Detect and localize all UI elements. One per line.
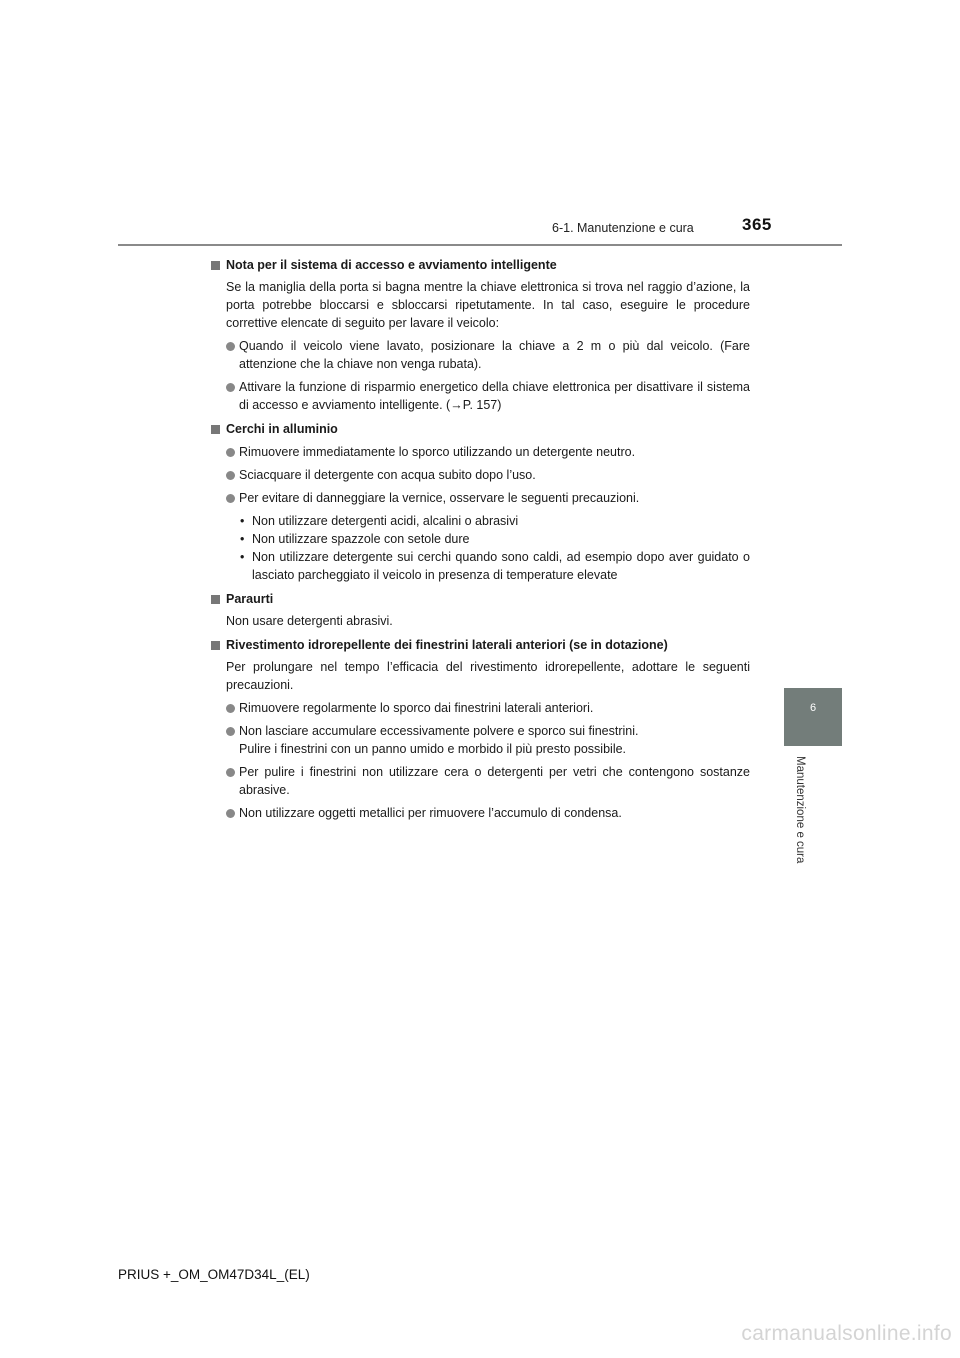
sub-bullet-icon: • <box>240 514 245 528</box>
round-bullet-icon <box>226 704 235 713</box>
list-item-text: Quando il veicolo viene lavato, posizionare la chiave a 2 m o più dal veicolo. (Fare attenzione che la chiave non venga rubata). <box>239 339 750 371</box>
sub-list-item <box>210 530 750 548</box>
list-item-text: Non lasciare accumulare eccessivamente polvere e sporco sui finestrini. <box>239 724 639 738</box>
watermark: carmanualsonline.info <box>741 1322 952 1345</box>
list-item <box>210 804 750 822</box>
section-heading-text: Nota per il sistema di accesso e avviamento intelligente <box>226 258 557 272</box>
sub-list-item-text: Non utilizzare detergente sui cerchi quando sono caldi, ad esempio dopo aver guidato o lasciato parcheggiato il veicolo in presenza di temperature elevate <box>252 550 750 582</box>
list-item-text: Per evitare di danneggiare la vernice, osservare le seguenti precauzioni. <box>239 491 640 505</box>
round-bullet-icon <box>226 342 235 351</box>
round-bullet-icon <box>226 494 235 503</box>
header-section-title: 6-1. Manutenzione e cura <box>552 221 694 235</box>
sub-list-item-text: Non utilizzare spazzole con setole dure <box>252 532 470 546</box>
round-bullet-icon <box>226 448 235 457</box>
square-bullet-icon <box>211 425 220 434</box>
section-paragraph: Per prolungare nel tempo l’efficacia del rivestimento idrorepellente, adottare le seguenti precauzioni. <box>226 660 750 692</box>
chapter-number: 6 <box>809 702 817 714</box>
list-item-text: Rimuovere immediatamente lo sporco utilizzando un detergente neutro. <box>239 445 636 459</box>
list-item-text: Non utilizzare oggetti metallici per rimuovere l’accumulo di condensa. <box>239 806 622 820</box>
section-heading-text: Rivestimento idrorepellente dei finestrini laterali anteriori (se in dotazione) <box>226 638 668 652</box>
section-heading-text: Paraurti <box>226 592 274 606</box>
list-item-text: Rimuovere regolarmente lo sporco dai finestrini laterali anteriori. <box>239 701 594 715</box>
sub-list-item <box>210 512 750 530</box>
chapter-title-vertical: Manutenzione e cura <box>794 756 806 864</box>
list-item <box>210 489 750 507</box>
chapter-tab <box>784 688 842 746</box>
list-item <box>210 722 750 758</box>
section-paragraph: Non usare detergenti abrasivi. <box>226 614 393 628</box>
list-item <box>210 466 750 484</box>
section-paragraph: Se la maniglia della porta si bagna mentre la chiave elettronica si trova nel raggio d’azione, la porta potrebbe bloccarsi e sbloccarsi ripetutamente. In tal caso, eseguire le procedure correttive elencate di seguito per lavare il veicolo: <box>226 280 750 330</box>
header-divider <box>118 244 842 246</box>
list-item-continuation-text: Pulire i finestrini con un panno umido e morbido il più presto possibile. <box>239 742 627 756</box>
list-item <box>210 337 750 373</box>
list-item-text: Sciacquare il detergente con acqua subito dopo l’uso. <box>239 468 536 482</box>
round-bullet-icon <box>226 727 235 736</box>
sub-bullet-icon: • <box>240 532 245 546</box>
list-item-text: Per pulire i finestrini non utilizzare cera o detergenti per vetri che contengono sostanze abrasive. <box>239 765 750 797</box>
sub-list-item <box>210 548 750 584</box>
sub-list-item-text: Non utilizzare detergenti acidi, alcalini o abrasivi <box>252 514 519 528</box>
page-content <box>210 252 750 822</box>
square-bullet-icon <box>211 261 220 270</box>
page-number: 365 <box>742 215 772 234</box>
section-heading <box>210 590 750 608</box>
sub-bullet-icon: • <box>240 550 245 564</box>
square-bullet-icon <box>211 595 220 604</box>
list-item <box>210 443 750 461</box>
list-item <box>210 763 750 799</box>
section-heading-text: Cerchi in alluminio <box>226 422 338 436</box>
footer-document-code: PRIUS +_OM_OM47D34L_(EL) <box>118 1267 310 1282</box>
round-bullet-icon <box>226 383 235 392</box>
section-heading <box>210 420 750 438</box>
round-bullet-icon <box>226 809 235 818</box>
round-bullet-icon <box>226 471 235 480</box>
list-item-text: Attivare la funzione di risparmio energetico della chiave elettronica per disattivare il sistema di accesso e avviamento intelligente. (→P. 157) <box>239 380 750 412</box>
section-heading <box>210 256 750 274</box>
list-item <box>210 699 750 717</box>
section-heading <box>210 636 750 654</box>
square-bullet-icon <box>211 641 220 650</box>
list-item <box>210 378 750 414</box>
round-bullet-icon <box>226 768 235 777</box>
